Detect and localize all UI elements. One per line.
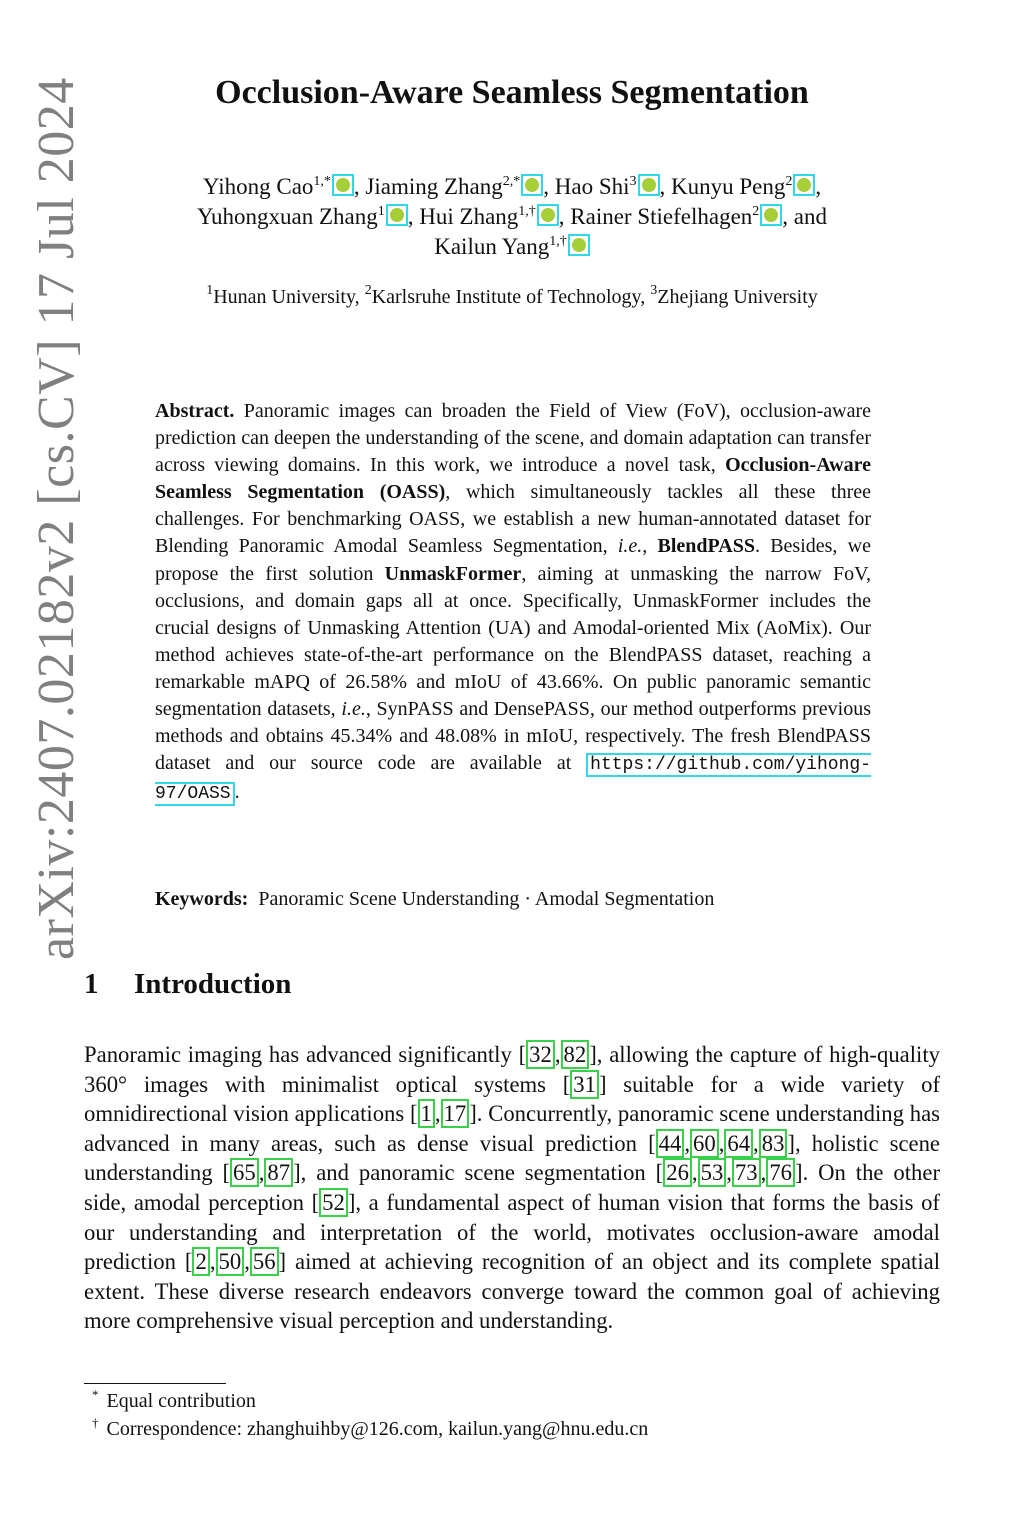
author-list: Yihong Cao$^{1,*}$ , Jiaming Zhang$^{2,*}$ , Hao Shi$^3$ , Kunyu Peng$^2$ , Yuhongxuan Zhang$^1$ , Hui Zhang$^{1,\dagger}$ , Rainer Stiefelhagen$^2$ , and Kailun Yang$^{1,\dagger}$ (196, 174, 828, 259)
affiliation-name: Karlsruhe Institute of Technology, (371, 286, 646, 308)
keywords (155, 888, 871, 911)
orcid-icon[interactable] (521, 174, 543, 196)
citation-link[interactable]: 82 (561, 1040, 590, 1069)
code-url-link[interactable]: https://github.com/yihong-97/OASS (155, 755, 871, 805)
intro-text: , allowing the capture of high-quality 360° images with minimalist optical systems (84, 1042, 941, 1097)
arxiv-identifier: arXiv:2407.02182v2 [cs.CV] 17 Jul 2024 (28, 77, 85, 960)
author-name: Jiaming Zhang (365, 174, 503, 199)
abstract-text: , SynPASS and DensePASS, our method outperforms previous methods and obtains 45.34% and 48.08% in mIoU, respectively. The fresh BlendPASS dataset and our source code are available at (155, 698, 872, 775)
abstract (155, 398, 871, 808)
task-name: Occlusion-Aware Seamless Segmentation (OASS) (155, 454, 871, 504)
section-title: Introduction (134, 968, 292, 1000)
citation-link[interactable]: 17 (441, 1099, 470, 1128)
intro-text: Panoramic imaging has advanced significantly (84, 1042, 512, 1067)
citation-link[interactable]: 56 (250, 1247, 279, 1276)
abstract-text: , (642, 535, 648, 558)
abstract-text: , aiming at unmasking the narrow FoV, occlusions, and domain gaps all at once. Specifically, UnmaskFormer includes the crucial designs of Unmasking Attention (UA) and Amodal-oriented Mix (AoMix). Our method achieves state-of-the-art performance on the BlendPASS dataset, reaching a remarkable mAPQ of 26.58% and mIoU of 43.66%. On public panoramic semantic segmentation datasets, (155, 562, 871, 721)
author-name: Yihong Cao (202, 174, 314, 199)
abstract-text: , which simultaneously tackles all these three challenges. For benchmarking OASS, we establish a new human-annotated dataset for Blending Panoramic Amodal Seamless Segmentation, (155, 481, 872, 558)
citation-link[interactable]: 1 (418, 1099, 435, 1128)
citation-link[interactable]: 73 (732, 1158, 761, 1187)
abstract-text: Panoramic images can broaden the Field of View (FoV), occlusion-aware prediction can deepen the understanding of the scene, and domain adaptation can transfer across viewing domains. In this work, we introduce a novel task, (155, 400, 872, 477)
citation-link[interactable]: 2 (192, 1247, 209, 1276)
author-sup: 1 (377, 204, 385, 219)
citation-link[interactable]: 87 (264, 1158, 293, 1187)
footnote-mark: * (92, 1387, 99, 1402)
affiliation-name: Zhejiang University (657, 286, 818, 308)
intro-text: . Concurrently, panoramic scene understanding has advanced in many areas, such as dense visual prediction (84, 1101, 940, 1156)
citation-link[interactable]: 50 (216, 1247, 245, 1276)
abstract-ie: i.e. (617, 535, 643, 558)
abstract-text: . Besides, we propose the first solution (155, 535, 871, 585)
intro-text: aimed at achieving recognition of an object and its complete spatial extent. These diverse research endeavors converge toward the common goal of achieving more comprehensive visual perception and understanding. (84, 1249, 941, 1334)
citation-link[interactable]: 32 (526, 1040, 555, 1069)
citation-link[interactable]: 64 (724, 1129, 753, 1158)
citation-link[interactable]: 44 (656, 1129, 685, 1158)
orcid-icon[interactable] (568, 234, 590, 256)
method-name: UnmaskFormer (384, 562, 522, 585)
author-sup: 2 (785, 174, 793, 189)
intro-text: . On the other side, amodal perception (84, 1160, 941, 1215)
section-number: 1 (84, 968, 99, 1000)
author-sup: 1,* (313, 174, 331, 189)
affiliation-sup: 3 (650, 283, 658, 298)
citation-link[interactable]: 53 (698, 1158, 727, 1187)
abstract-text: . (234, 781, 240, 804)
author-name: Rainer Stiefelhagen (570, 204, 753, 229)
abstract-label: Abstract. (155, 400, 235, 422)
abstract-ie: i.e. (341, 698, 366, 721)
orcid-icon[interactable] (638, 174, 660, 196)
intro-paragraph: Panoramic imaging has advanced significantly [ 32 , 82 ], allowing the capture of high-quality 360° images with minimalist optical systems [ 31 ] suitable for a wide variety of omnidirectional vision applications [ 1 , 17 ]. Concurrently, panoramic scene understanding has advanced in many areas, such as dense visual prediction [ 44 , 60 , 64 , 83 ], holistic scene understanding [ 65 , 87 ], and panoramic scene segmentation [ 26 , 53 , 73 , 76 ]. On the other side, amodal perception [ 52 ], a fundamental aspect of human vision that forms the basis of our understanding and interpretation of the world, motivates occlusion-aware amodal prediction [ 2 , 50 , 56 ] aimed at achieving recognition of an object and its complete spatial extent. These diverse research endeavors converge toward the common goal of achieving more comprehensive visual perception and understanding. (84, 1042, 941, 1334)
intro-text: , and panoramic scene segmentation (300, 1160, 646, 1186)
author-name: Hui Zhang (419, 204, 519, 229)
keywords-text: Panoramic Scene Understanding · Amodal Segmentation (258, 888, 715, 910)
orcid-icon[interactable] (760, 204, 782, 226)
author-name: Kailun Yang (434, 234, 550, 259)
intro-text: , holistic scene understanding (84, 1130, 940, 1186)
author-name: Kunyu Peng (671, 174, 786, 199)
citation-link[interactable]: 31 (570, 1070, 599, 1099)
footnote-text: Equal contribution (106, 1390, 256, 1412)
author-sup: 2 (752, 204, 760, 219)
section-heading (84, 968, 291, 1001)
author-name: Yuhongxuan Zhang (196, 204, 378, 229)
footnote (92, 1415, 649, 1441)
paper-title: Occlusion-Aware Seamless Segmentation (215, 74, 809, 111)
affiliation-sup: 2 (364, 283, 372, 298)
citation-link[interactable]: 26 (663, 1158, 692, 1187)
citation-link[interactable]: 52 (319, 1188, 348, 1217)
footnote-mark: † (92, 1415, 99, 1430)
footnote-text: Correspondence: zhanghuihby@126.com, kailun.yang@hnu.edu.cn (106, 1418, 649, 1440)
affiliation-sup: 1 (206, 283, 214, 298)
author-sup: 2,* (502, 174, 521, 189)
author-name: Hao Shi (554, 174, 630, 199)
author-sup: 3 (629, 174, 637, 189)
orcid-icon[interactable] (386, 204, 408, 226)
footnote (92, 1387, 256, 1413)
orcid-icon[interactable] (793, 174, 815, 196)
author-sup: 1,† (518, 204, 536, 219)
citation-link[interactable]: 65 (230, 1158, 259, 1187)
orcid-icon[interactable] (537, 204, 559, 226)
and-word: and (793, 204, 828, 229)
author-sup: 1,† (549, 234, 567, 249)
orcid-icon[interactable] (332, 174, 354, 196)
dataset-name: BlendPASS (657, 535, 755, 558)
citation-link[interactable]: 76 (766, 1158, 795, 1187)
affiliation-name: Hunan University, (213, 286, 360, 308)
citation-link[interactable]: 83 (759, 1129, 788, 1158)
intro-text: , a fundamental aspect of human vision that forms the basis of our understanding and interpretation of the world, motivates occlusion-aware amodal prediction (84, 1189, 940, 1275)
citation-link[interactable]: 60 (690, 1129, 719, 1158)
affiliations (80, 283, 944, 309)
intro-text: suitable for a wide variety of omnidirectional vision applications (84, 1071, 941, 1127)
keywords-label: Keywords: (155, 888, 249, 910)
footnote-rule (84, 1383, 226, 1384)
